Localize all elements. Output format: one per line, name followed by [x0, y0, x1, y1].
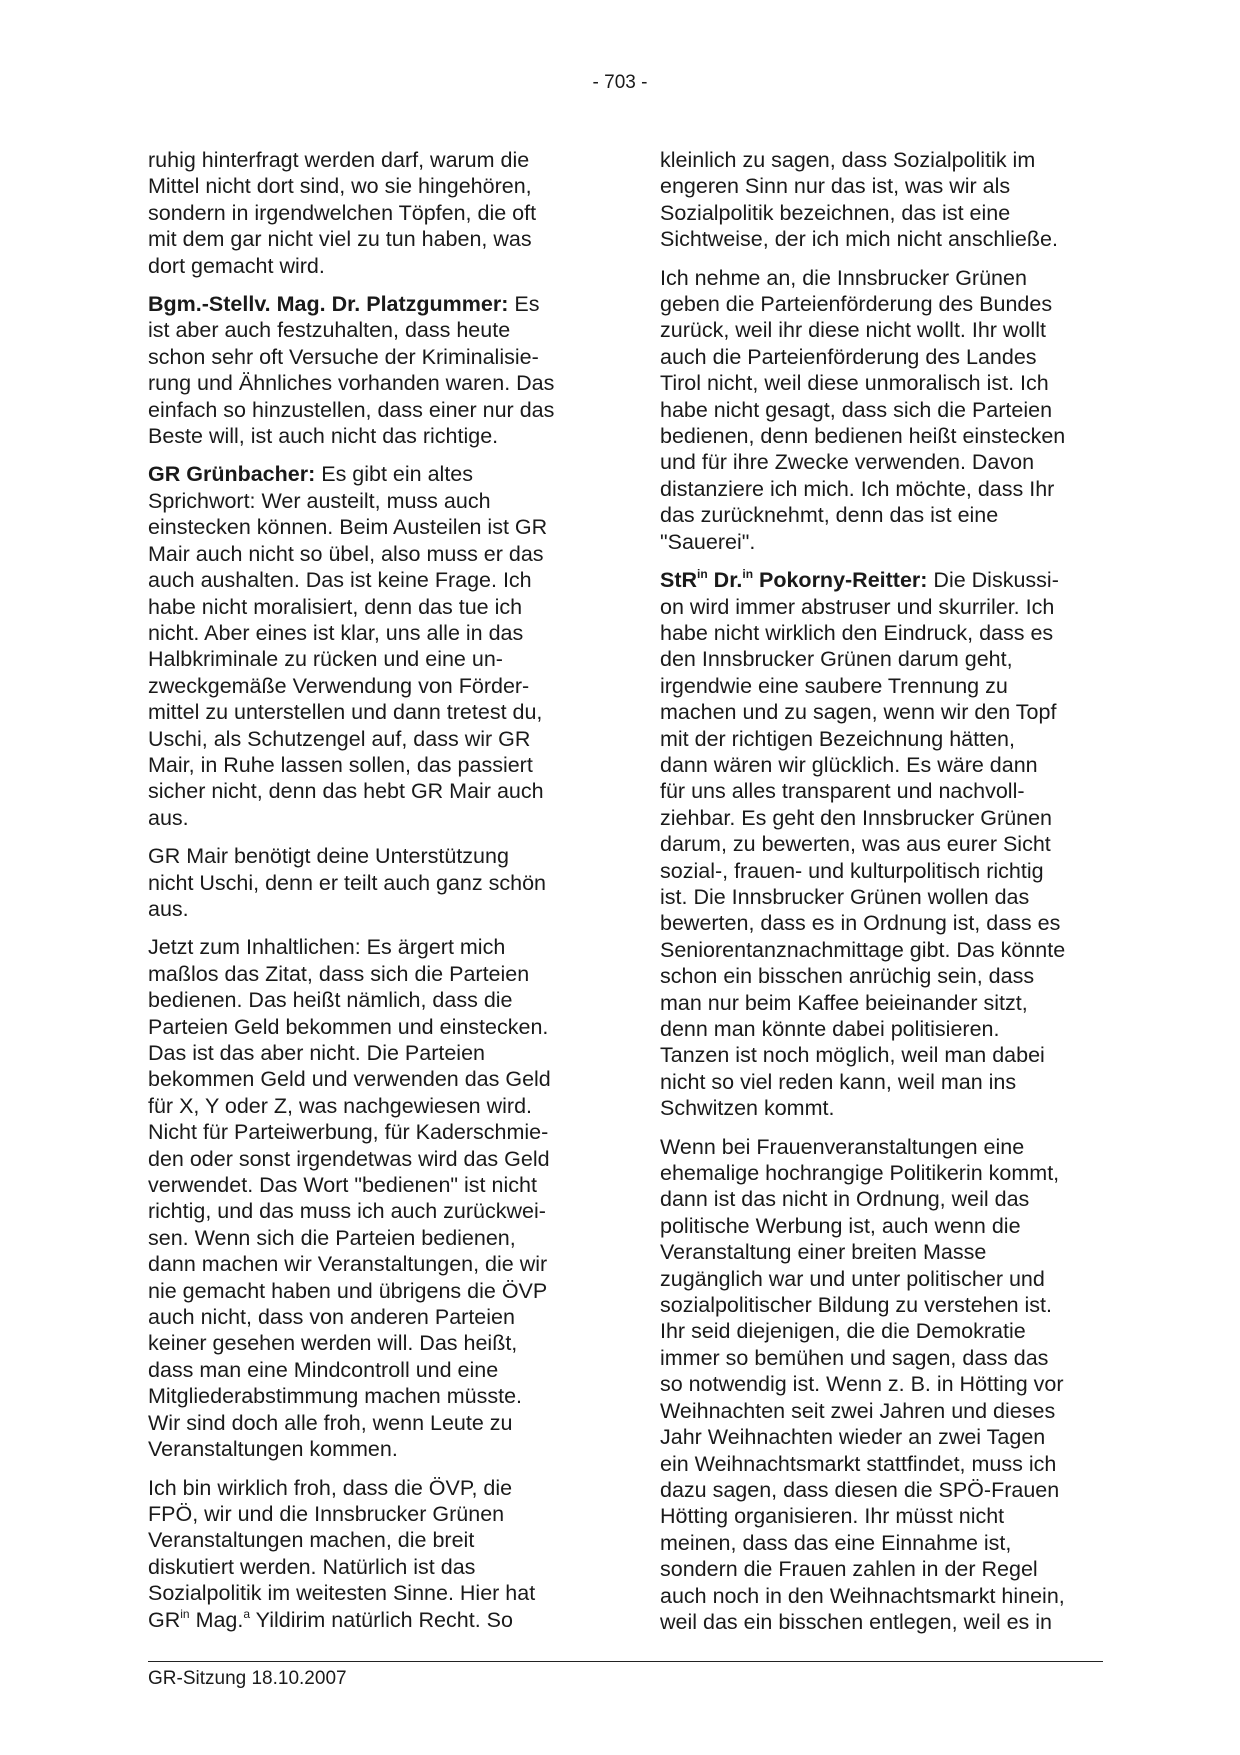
text-line: dort gemacht wird.	[148, 253, 325, 278]
text-line: darum, zu bewerten, was aus eurer Sicht	[660, 832, 1051, 857]
text-line: so notwendig ist. Wenn z. B. in Hötting vor	[660, 1372, 1064, 1397]
text-line: bekommen Geld und verwenden das Geld	[148, 1067, 551, 1092]
text-fragment: Es gibt ein altes	[315, 462, 474, 487]
paragraph-platzgummer	[148, 291, 588, 449]
text-line: Tirol nicht, weil diese unmoralisch ist. Ich	[660, 371, 1049, 396]
text-line: und für ihre Zwecke verwenden. Davon	[660, 450, 1035, 475]
text-line: habe nicht moralisiert, denn das tue ich	[148, 594, 523, 619]
superscript: in	[742, 567, 754, 582]
text-line: Wenn bei Frauenveranstaltungen eine	[660, 1134, 1025, 1159]
text-line: Hötting organisieren. Ihr müsst nicht	[660, 1504, 1005, 1529]
text-line: Schwitzen kommt.	[660, 1096, 835, 1121]
page-number: - 703 -	[592, 72, 648, 93]
text-line: dann machen wir Veranstaltungen, die wir	[148, 1252, 548, 1277]
text-fragment: Pokorny-Reitter:	[753, 568, 928, 593]
text-line: Sozialpolitik bezeichnen, das ist eine	[660, 200, 1011, 225]
text-line: kleinlich zu sagen, dass Sozialpolitik im	[660, 148, 1036, 172]
text-line: Ihr seid diejenigen, die die Demokratie	[660, 1319, 1026, 1344]
left-column	[148, 147, 588, 1645]
text-line: ist. Die Innsbrucker Grünen wollen das	[660, 884, 1030, 909]
text-line	[660, 567, 1100, 593]
text-line: Sprichwort: Wer austeilt, muss auch	[148, 488, 491, 513]
text-line: Beste will, ist auch nicht das richtige.	[148, 424, 499, 449]
text-line: Parteien Geld bekommen und einstecken.	[148, 1014, 549, 1039]
text-line: zweckgemäße Verwendung von Förder-	[148, 673, 530, 698]
paragraph-continuation	[148, 147, 588, 279]
text-line	[148, 291, 588, 317]
text-line	[148, 461, 588, 487]
text-line: nicht. Aber eines ist klar, uns alle in das	[148, 620, 524, 645]
text-line: nie gemacht haben und übrigens die ÖVP	[148, 1278, 548, 1303]
text-line: Ich nehme an, die Innsbrucker Grünen	[660, 265, 1027, 290]
text-line: Jetzt zum Inhaltlichen: Es ärgert mich	[148, 935, 506, 960]
text-line: Sozialpolitik im weitesten Sinne. Hier hat	[148, 1581, 536, 1606]
text-line: richtig, und das muss ich auch zurückwei-	[148, 1199, 546, 1224]
text-line: bedienen, denn bedienen heißt einstecken	[660, 424, 1066, 449]
speaker-name: GR Grünbacher:	[148, 462, 316, 487]
text-line: Veranstaltungen machen, die breit	[148, 1528, 475, 1553]
text-line: sozialpolitischer Bildung zu verstehen ist.	[660, 1293, 1052, 1318]
text-line: das zurücknehmt, denn das ist eine	[660, 503, 999, 528]
text-line: sozial-, frauen- und kulturpolitisch richtig	[660, 858, 1044, 883]
text-line: aus.	[148, 805, 189, 830]
text-line: nicht Uschi, denn er teilt auch ganz schön	[148, 870, 546, 895]
text-line: diskutiert werden. Natürlich ist das	[148, 1554, 476, 1579]
text-line: Mitgliederabstimmung machen müsste.	[148, 1384, 523, 1409]
paragraph-gruenbacher	[148, 461, 588, 831]
text-line: Das ist das aber nicht. Die Parteien	[148, 1041, 485, 1065]
text-line: dann ist das nicht in Ordnung, weil das	[660, 1187, 1030, 1212]
text-line: dann wären wir glücklich. Es wäre dann	[660, 752, 1038, 777]
text-line: dazu sagen, dass diesen die SPÖ-Frauen	[660, 1477, 1060, 1502]
text-line: maßlos das Zitat, dass sich die Parteien	[148, 961, 530, 986]
text-fragment: Yildirim natürlich Recht. So	[250, 1607, 513, 1632]
paragraph-parteienfoerderung	[660, 265, 1100, 555]
text-line: ruhig hinterfragt werden darf, warum die	[148, 148, 530, 172]
superscript: in	[697, 567, 708, 582]
superscript: a	[243, 1606, 251, 1621]
text-line: Seniorentanznachmittage gibt. Das könnte	[660, 937, 1066, 962]
text-line: keiner gesehen werden will. Das heißt,	[148, 1331, 518, 1356]
text-line: dass man eine Mindcontroll und eine	[148, 1357, 499, 1382]
text-line: sen. Wenn sich die Parteien bedienen,	[148, 1225, 516, 1250]
text-line: mit dem gar nicht viel zu tun haben, was	[148, 227, 532, 252]
text-line: immer so bemühen und sagen, dass das	[660, 1345, 1049, 1370]
text-line: nicht so viel reden kann, weil man ins	[660, 1069, 1017, 1094]
speaker-name: Bgm.-Stellv. Mag. Dr. Platzgummer:	[148, 292, 509, 317]
text-line: sondern in irgendwelchen Töpfen, die oft	[148, 200, 537, 225]
text-line: bedienen. Das heißt nämlich, dass die	[148, 988, 513, 1013]
text-line: rung und Ähnliches vorhanden waren. Das	[148, 371, 555, 396]
text-line: irgendwie eine saubere Trennung zu	[660, 673, 1008, 698]
text-line: einfach so hinzustellen, dass einer nur das	[148, 397, 555, 422]
footer-session-label: GR-Sitzung 18.10.2007	[148, 1668, 347, 1689]
text-line: Mair auch nicht so übel, also muss er das	[148, 541, 544, 566]
text-line: geben die Parteienförderung des Bundes	[660, 292, 1053, 317]
text-line: verwendet. Das Wort "bedienen" ist nicht	[148, 1173, 537, 1198]
text-line: Ich bin wirklich froh, dass die ÖVP, die	[148, 1475, 513, 1500]
text-line: für X, Y oder Z, was nachgewiesen wird.	[148, 1093, 533, 1118]
text-line: Tanzen ist noch möglich, weil man dabei	[660, 1043, 1045, 1068]
text-line: ziehbar. Es geht den Innsbrucker Grünen	[660, 805, 1053, 830]
text-line: Veranstaltungen kommen.	[148, 1437, 398, 1462]
text-line: schon ein bisschen anrüchig sein, dass	[660, 964, 1035, 989]
text-line: ein Weihnachtsmarkt stattfindet, muss ich	[660, 1451, 1057, 1476]
text-line: den Innsbrucker Grünen darum geht,	[660, 647, 1013, 672]
text-fragment: GR	[148, 1607, 181, 1632]
text-line: bewerten, dass es in Ordnung ist, dass es	[660, 911, 1061, 936]
paragraph-frauenveranstaltungen	[660, 1134, 1100, 1636]
text-fragment: Dr.	[707, 568, 743, 593]
text-line: Mittel nicht dort sind, wo sie hingehören,	[148, 174, 532, 199]
text-fragment: StR	[660, 568, 698, 593]
text-line: zurück, weil ihr diese nicht wollt. Ihr wollt	[660, 318, 1046, 343]
paragraph-froh	[148, 1475, 588, 1633]
text-line: den oder sonst irgendetwas wird das Geld	[148, 1146, 550, 1171]
text-line: aus.	[148, 896, 189, 921]
text-line: einstecken können. Beim Austeilen ist GR	[148, 515, 548, 540]
text-line: weil das ein bisschen entlegen, weil es in	[660, 1609, 1053, 1634]
text-line: sicher nicht, denn das hebt GR Mair auch	[148, 779, 544, 804]
text-line: auch die Parteienförderung des Landes	[660, 344, 1037, 369]
text-line: FPÖ, wir und die Innsbrucker Grünen	[148, 1501, 505, 1526]
paragraph-inhaltlich	[148, 934, 588, 1462]
text-line: Wir sind doch alle froh, wenn Leute zu	[148, 1410, 513, 1435]
text-fragment: Es	[508, 292, 540, 317]
text-line: schon sehr oft Versuche der Kriminalisie-	[148, 344, 539, 369]
text-line: Halbkriminale zu rücken und eine un-	[148, 647, 503, 672]
superscript: in	[180, 1606, 190, 1621]
text-line: auch noch in den Weihnachtsmarkt hinein,	[660, 1583, 1065, 1608]
text-line: man nur beim Kaffee beieinander sitzt,	[660, 990, 1028, 1015]
text-line: Mair, in Ruhe lassen sollen, das passiert	[148, 752, 533, 777]
text-line: auch nicht, dass von anderen Parteien	[148, 1305, 515, 1330]
footer-divider	[148, 1661, 1103, 1662]
speaker-name	[660, 568, 927, 592]
paragraph-continuation	[660, 147, 1100, 253]
right-column	[660, 147, 1100, 1647]
paragraph-pokorny-reitter	[660, 567, 1100, 1122]
text-line: GR Mair benötigt deine Unterstützung	[148, 844, 509, 869]
text-line: Uschi, als Schutzengel auf, dass wir GR	[148, 726, 531, 751]
text-line: Veranstaltung einer breiten Masse	[660, 1240, 987, 1265]
text-line: sondern die Frauen zahlen in der Regel	[660, 1557, 1038, 1582]
text-line: Weihnachten seit zwei Jahren und dieses	[660, 1398, 1056, 1423]
text-line: machen und zu sagen, wenn wir den Topf	[660, 700, 1057, 725]
text-line: für uns alles transparent und nachvoll-	[660, 779, 1025, 804]
text-fragment: Mag.	[189, 1607, 244, 1632]
text-line: "Sauerei".	[660, 529, 756, 554]
text-line: mit der richtigen Bezeichnung hätten,	[660, 726, 1015, 751]
text-line: auch aushalten. Das ist keine Frage. Ich	[148, 568, 532, 593]
text-line: denn man könnte dabei politisieren.	[660, 1017, 1000, 1041]
text-line: Jahr Weihnachten wieder an zwei Tagen	[660, 1425, 1046, 1450]
text-line: zugänglich war und unter politischer und	[660, 1266, 1045, 1291]
text-line: on wird immer abstruser und skurriler. Ich	[660, 594, 1055, 619]
text-line: mittel zu unterstellen und dann tretest du,	[148, 700, 543, 725]
text-fragment: Die Diskussi-	[927, 568, 1059, 593]
text-line: meinen, dass das eine Einnahme ist,	[660, 1530, 1012, 1555]
text-line: politische Werbung ist, auch wenn die	[660, 1213, 1021, 1238]
paragraph-mair-support	[148, 843, 588, 922]
text-line	[148, 1607, 588, 1633]
text-line: distanziere ich mich. Ich möchte, dass Ihr	[660, 476, 1055, 501]
text-line: engeren Sinn nur das ist, was wir als	[660, 174, 1011, 199]
text-line: Nicht für Parteiwerbung, für Kaderschmie-	[148, 1120, 549, 1145]
text-line: ehemalige hochrangige Politikerin kommt,	[660, 1161, 1060, 1186]
text-line: habe nicht gesagt, dass sich die Parteien	[660, 397, 1053, 422]
text-line: ist aber auch festzuhalten, dass heute	[148, 318, 511, 343]
text-line: habe nicht wirklich den Eindruck, dass es	[660, 620, 1054, 645]
text-line: Sichtweise, der ich mich nicht anschließe.	[660, 227, 1058, 252]
